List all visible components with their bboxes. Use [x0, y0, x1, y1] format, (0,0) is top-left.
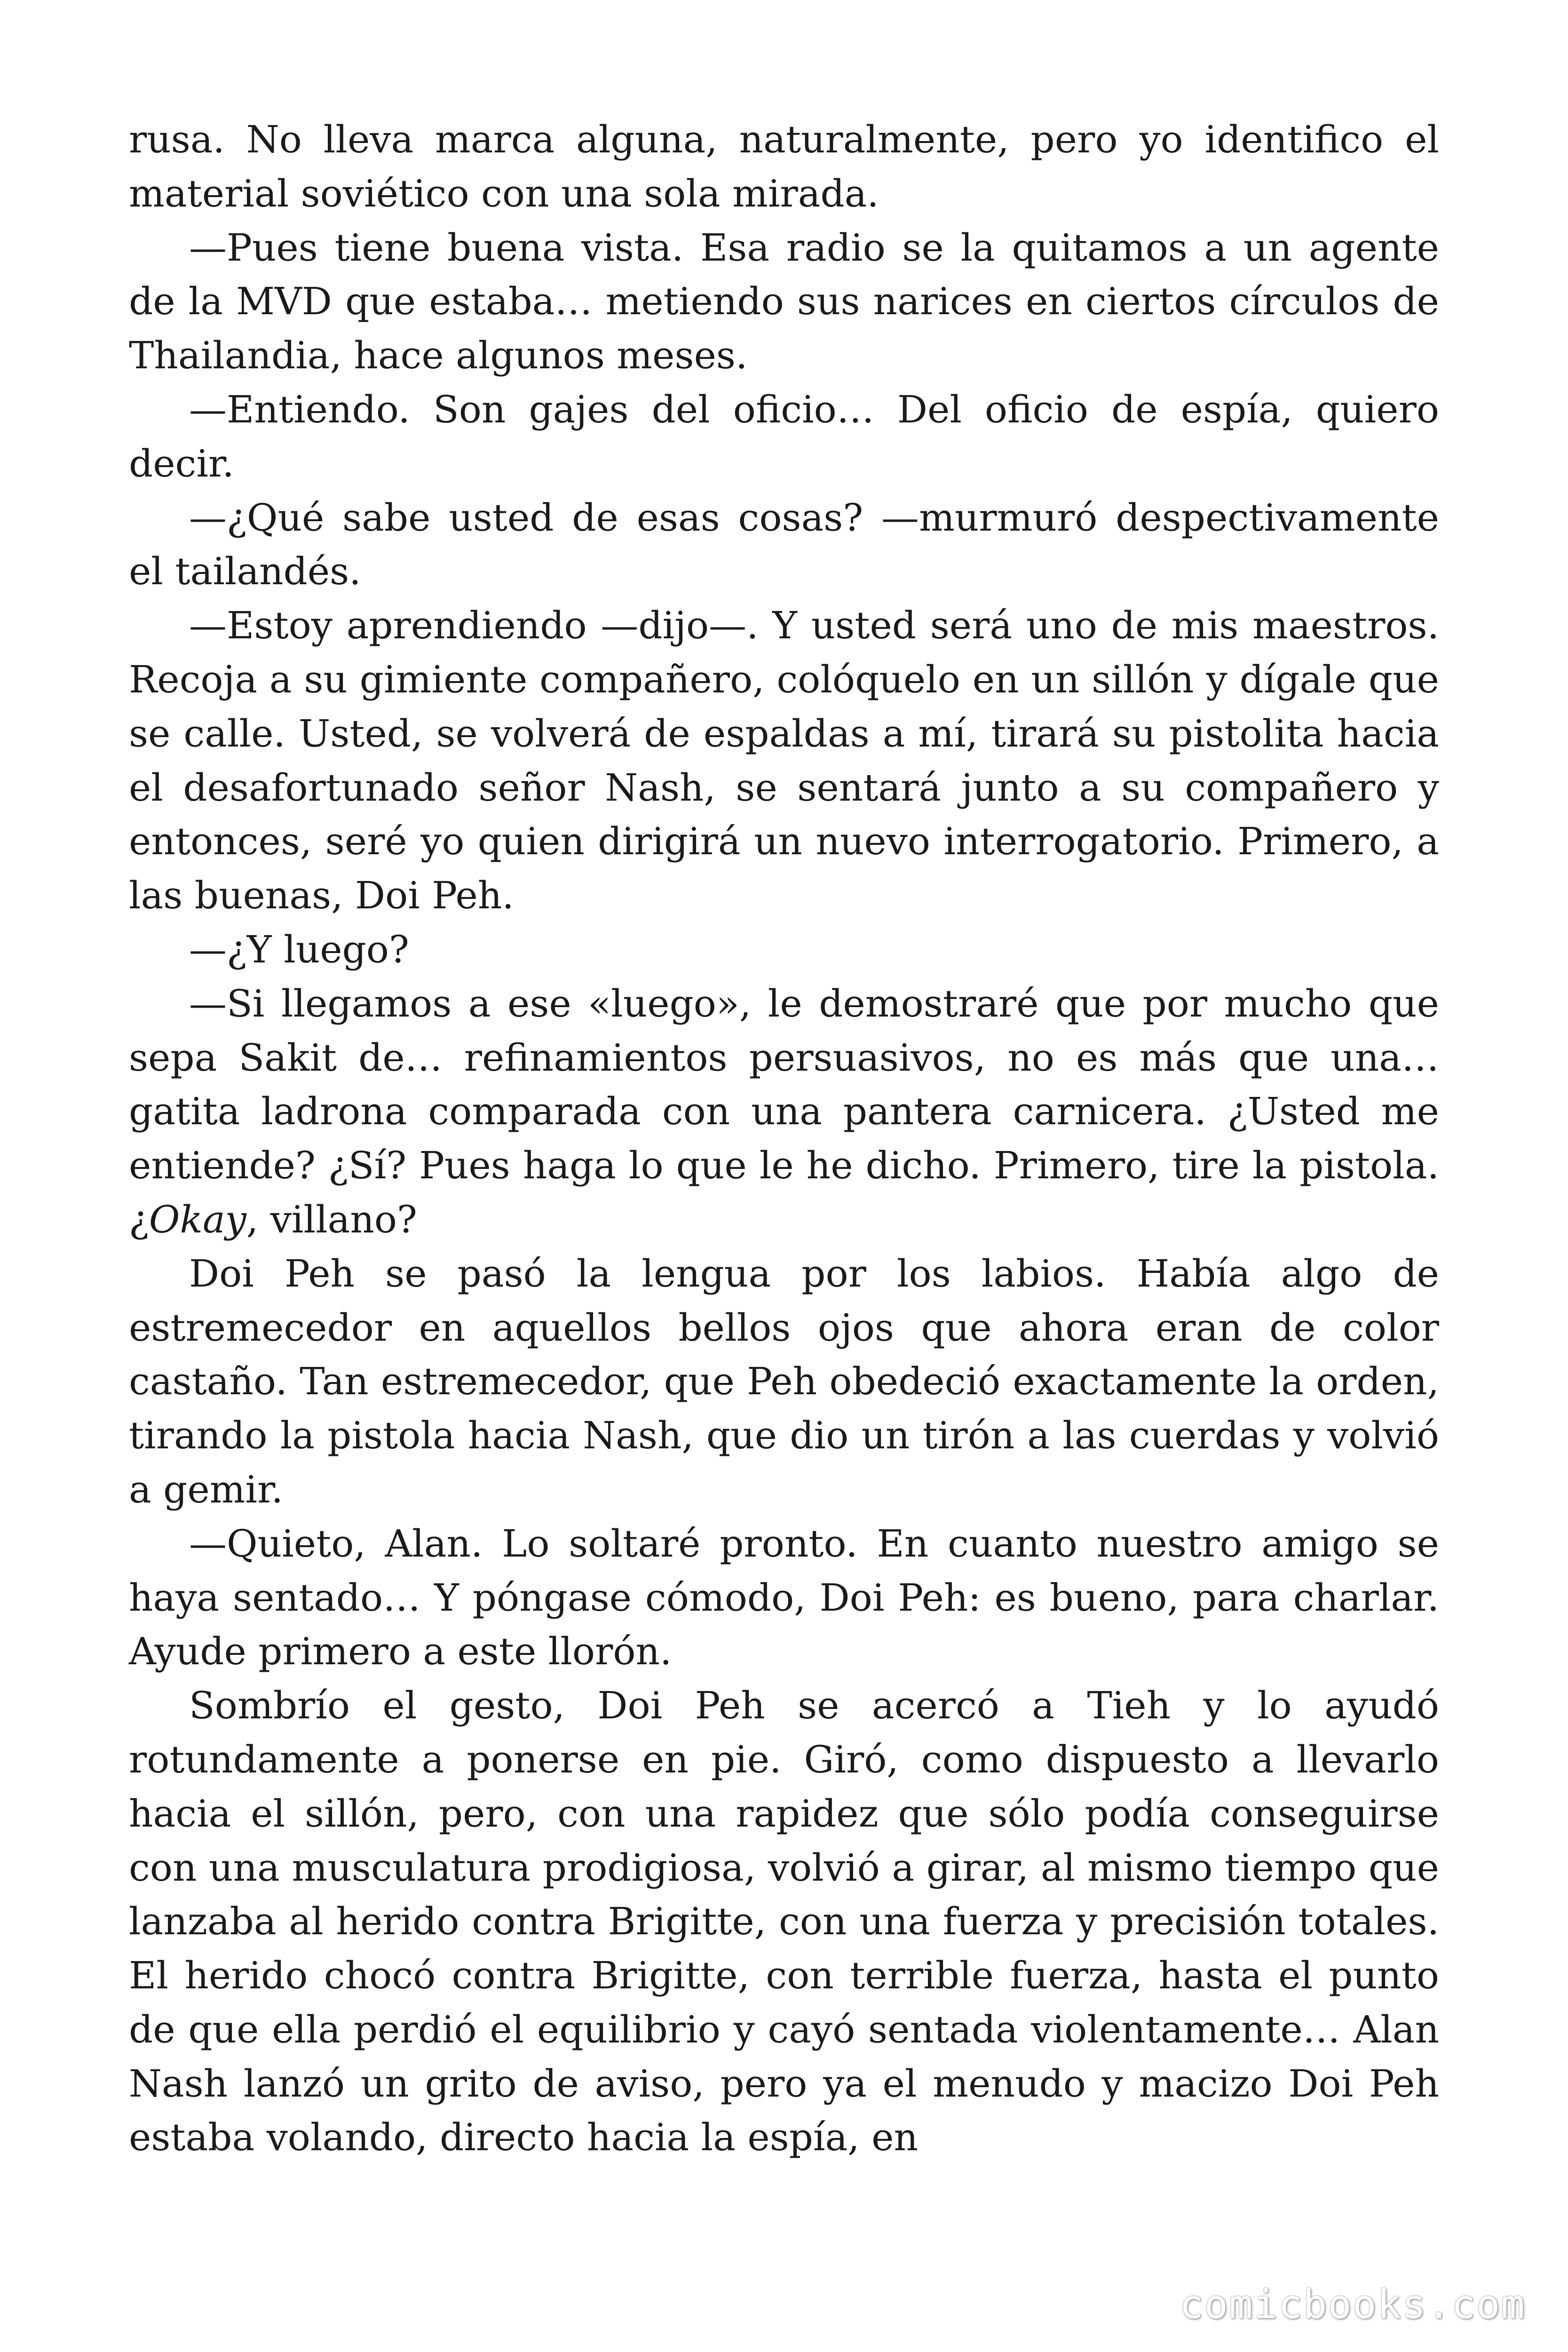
- paragraph-9: —Quieto, Alan. Lo soltaré pronto. En cuanto nuestro amigo se haya sentado… Y póngase cómodo, Doi Peh: es bueno, para charlar. Ayude primero a este llorón.: [129, 1521, 1439, 1674]
- paragraph-6: —¿Y luego?: [189, 927, 409, 971]
- paragraph-7-main: —Si llegamos a ese «luego», le demostraré que por mucho que sepa Sakit de… refinamientos persuasivos, no es más que una… gatita ladrona comparada con una pantera carnicera. ¿Usted me entiende? ¿Sí? Pues haga lo que le he dicho. Primero, tire la pistola.: [129, 981, 1439, 1188]
- paragraph-10: Sombrío el gesto, Doi Peh se acercó a Tieh y lo ayudó rotundamente a ponerse en pie. Giró, como dispuesto a llevarlo hacia el sillón, pero, con una rapidez que sólo podía conseguirse con una musculatura prodigiosa, volvió a girar, al mismo tiempo que lanzaba al herido contra Brigitte, con una fuerza y precisión totales. El herido chocó contra Brigitte, con terrible fuerza, hasta el punto de que ella perdió el equilibrio y cayó sentada violentamente… Alan Nash lanzó un grito de aviso, pero ya el menudo y macizo Doi Peh estaba volando, directo hacia la espía, en: [129, 1684, 1439, 2160]
- paragraph-1: rusa. No lleva marca alguna, naturalmente, pero yo identifico el material soviético con una sola mirada.: [129, 118, 1439, 215]
- paragraph-7-italic: Okay: [149, 1197, 246, 1241]
- watermark: comicbooks.com: [1179, 2281, 1526, 2328]
- paragraph-7: [129, 977, 1439, 1247]
- book-page: [129, 113, 1439, 2165]
- paragraph-3: —Entiendo. Son gajes del oficio… Del oficio de espía, quiero decir.: [129, 387, 1439, 485]
- paragraph-7-question-open: ¿: [129, 1197, 149, 1241]
- paragraph-2: —Pues tiene buena vista. Esa radio se la quitamos a un agente de la MVD que estaba… metiendo sus narices en ciertos círculos de Thailandia, hace algunos meses.: [129, 225, 1439, 378]
- paragraph-8: Doi Peh se pasó la lengua por los labios. Había algo de estremecedor en aquellos bellos ojos que ahora eran de color castaño. Tan estremecedor, que Peh obedeció exactamente la orden, tirando la pistola hacia Nash, que dio un tirón a las cuerdas y volvió a gemir.: [129, 1251, 1439, 1511]
- paragraph-7-tail: , villano?: [246, 1197, 417, 1241]
- paragraph-4: —¿Qué sabe usted de esas cosas? —murmuró despectivamente el tailandés.: [129, 495, 1439, 594]
- paragraph-5: —Estoy aprendiendo —dijo—. Y usted será uno de mis maestros. Recoja a su gimiente compañero, colóquelo en un sillón y dígale que se calle. Usted, se volverá de espaldas a mí, tirará su pistolita hacia el desafortunado señor Nash, se sentará junto a su compañero y entonces, seré yo quien dirigirá un nuevo interrogatorio. Primero, a las buenas, Doi Peh.: [129, 604, 1439, 918]
